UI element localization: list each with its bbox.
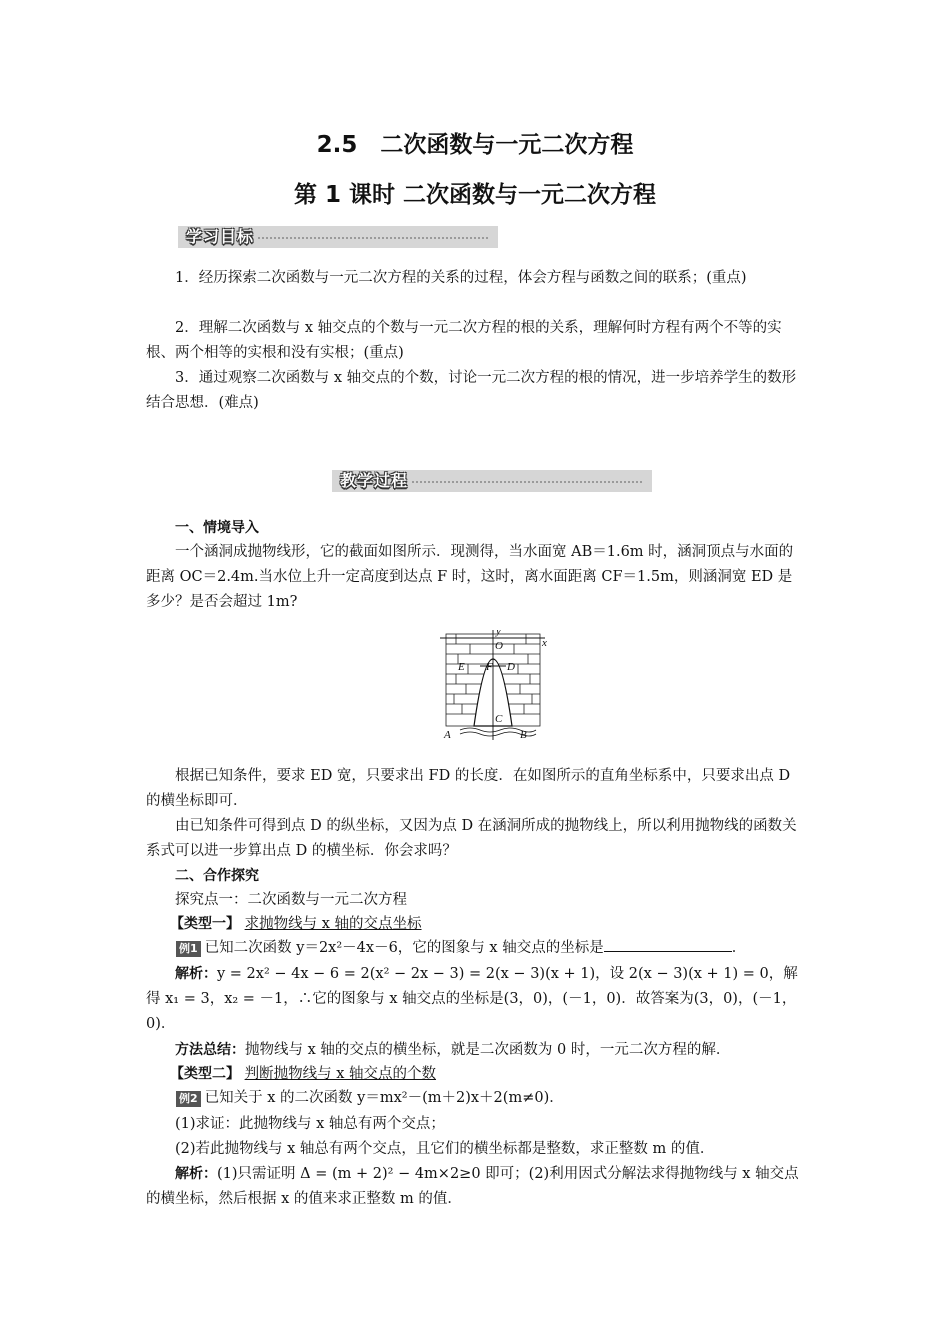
goal-3: 3．通过观察二次函数与 x 轴交点的个数，讨论一元二次方程的根的情况，进一步培养学生的数形结合思想．(难点) <box>146 370 797 411</box>
goal-1: 1．经历探索二次函数与一元二次方程的关系的过程，体会方程与函数之间的联系；(重点) <box>175 270 747 286</box>
label-d: D <box>507 661 515 673</box>
method-summary-label: 方法总结： <box>175 1042 245 1058</box>
label-x: x <box>542 637 547 649</box>
type1-tag: 【类型一】 <box>170 916 240 932</box>
example-1 <box>176 936 816 961</box>
answer-blank <box>604 937 732 952</box>
label-o: O <box>495 640 503 652</box>
solution-2 <box>146 1162 806 1212</box>
example-1-tag: 例1 <box>176 941 201 957</box>
example-2-tag: 例2 <box>176 1091 201 1107</box>
solution-1-text: y = 2x² − 4x − 6 = 2(x² − 2x − 3) = 2(x − 3)(x + 1)，设 2(x − 3)(x + 1) = 0，解得 x₁ = 3，x₂ = －1，∴它的图象与 x 轴交点的坐标是(3，0)，(－1，0)．故答案为(3，0)，(－1，0)． <box>146 966 798 1032</box>
method-summary-text: 抛物线与 x 轴的交点的横坐标，就是二次函数为 0 时，一元二次方程的解． <box>245 1042 731 1058</box>
method-summary <box>146 1038 806 1063</box>
section-title: 2.5 二次函数与一元二次方程 <box>316 132 634 158</box>
solution-2-label: 解析： <box>175 1166 217 1182</box>
solution-1-label: 解析： <box>175 966 217 982</box>
process-banner-dots <box>412 481 642 483</box>
example-2-q1: (1)求证：此抛物线与 x 轴总有两个交点； <box>175 1116 445 1132</box>
type1-title: 求抛物线与 x 轴的交点坐标 <box>244 916 422 932</box>
label-f: F <box>486 661 493 673</box>
type2-title: 判断抛物线与 x 轴交点的个数 <box>244 1066 437 1082</box>
solution-2-text: (1)只需证明 Δ = (m + 2)² − 4m×2≥0 即可；(2)利用因式分解法求得抛物线与 x 轴交点的横坐标，然后根据 x 的值来求正整数 m 的值． <box>146 1166 799 1207</box>
lesson-title: 第 1 课时 二次函数与一元二次方程 <box>293 182 657 208</box>
example-2-q2: (2)若此抛物线与 x 轴总有两个交点，且它们的横坐标都是整数，求正整数 m 的值． <box>175 1141 715 1157</box>
label-a: A <box>444 729 451 741</box>
label-e: E <box>458 661 465 673</box>
culvert-figure <box>440 630 550 742</box>
example-2-text: 已知关于 x 的二次函数 y＝mx²－(m＋2)x＋2(m≠0)． <box>204 1090 564 1106</box>
intro-problem: 一个涵洞成抛物线形，它的截面如图所示．现测得，当水面宽 AB＝1.6m 时，涵洞顶点与水面的距离 OC＝2.4m.当水位上升一定高度到达点 F 时，这时，离水面距离 CF＝1.5m，则涵洞宽 ED 是多少？是否会超过 1m? <box>146 544 794 610</box>
label-c: C <box>495 713 503 725</box>
type2-tag: 【类型二】 <box>170 1066 240 1082</box>
solution-1 <box>146 962 806 1037</box>
type2-line <box>170 1062 810 1087</box>
coop-heading: 二、合作探究 <box>175 868 259 884</box>
goals-banner-label: 学习目标 <box>186 227 255 246</box>
intro-para-2: 由已知条件可得到点 D 的纵坐标，又因为点 D 在涵洞所成的抛物线上，所以利用抛物线的函数关系式可以进一步算出点 D 的横坐标．你会求吗？ <box>146 818 797 859</box>
example-2 <box>176 1086 816 1111</box>
type1-line <box>170 912 810 937</box>
goals-banner <box>178 226 498 248</box>
example-1-end: ． <box>731 940 747 956</box>
goals-banner-dots <box>258 237 488 239</box>
intro-para-1: 根据已知条件，要求 ED 宽，只要求出 FD 的长度．在如图所示的直角坐标系中，只要求出点 D 的横坐标即可． <box>146 768 791 809</box>
explore-point: 探究点一：二次函数与一元二次方程 <box>175 892 407 908</box>
label-b: B <box>520 729 527 741</box>
label-y: y <box>496 630 501 637</box>
intro-heading: 一、情境导入 <box>175 520 259 536</box>
process-banner <box>332 470 652 492</box>
process-banner-label: 教学过程 <box>340 471 409 490</box>
goal-2: 2．理解二次函数与 x 轴交点的个数与一元二次方程的根的关系，理解何时方程有两个不等的实根、两个相等的实根和没有实根；(重点) <box>146 320 782 361</box>
example-1-text: 已知二次函数 y＝2x²－4x－6，它的图象与 x 轴交点的坐标是 <box>204 940 604 956</box>
